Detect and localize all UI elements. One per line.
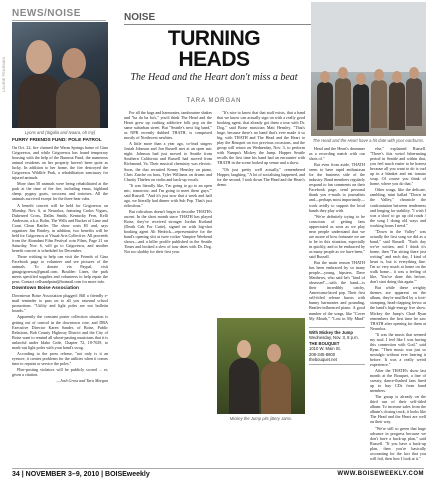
article-paragraph: But even from aside, THATH seem to have rapid enthusiasm for the business side of the industry. Band members regularly respond to fan comments on their Facebook page, send personal thank you e-mails to journalists and—perhaps most importantly—work avidly to support the local bands they play with. xyxy=(309,162,365,213)
article-paragraph: else," explained Russell. "There's this weird hibernating period in Seattle and within that, you feel much easier to be honest because all you want to do is curl up in a blanket and eat tomato soup. Of course you think of home, where you do that." xyxy=(370,146,426,187)
article-kicker: FURRY FRIENDS FUND: POLE PATROL xyxy=(12,138,102,143)
photo-figure xyxy=(229,358,259,414)
photo-figure xyxy=(56,78,100,128)
photo-face xyxy=(237,340,251,358)
photo-face xyxy=(320,71,330,83)
article-paragraph: Head and the Heart's drummer as a recording match with our shots of." xyxy=(309,146,365,162)
article-paragraph: "It's nice to know that that stuff exists, that a band that we know can actually sign on with a really good booking agent, that already got them a tour with Dr. Dog," said Boise musician Matt Hensley. "That's huge, because there's no band that's ever made it so big, with THATH and The Head and the Heart to play the Bouquet on two previous occasions, and the group will return on Wednesday, Nov. 3, to perform with Nampa's Mickey the Jump. Hopper Seattle recalls the first time his band had an encounter with THATH in the scene looked up venue and a show. xyxy=(217,110,305,166)
article-column xyxy=(370,146,426,464)
event-info-box xyxy=(309,325,365,367)
inset-photo-caption: Mickey the Jump pits jittery Jams. xyxy=(229,416,293,421)
article-column xyxy=(309,146,365,322)
photo-face xyxy=(392,71,402,83)
article-paragraph: The group is already on the third run of their self-titled album. To increase sales from the album's closing track, it looks like The Head and the Heart are well on their way. xyxy=(370,394,426,425)
photo-face xyxy=(267,344,281,362)
headline-line: HEADS xyxy=(178,48,250,71)
article-paragraph: Other songs, like the delicate, rambling, mini ballad "Down in the Valley," chronicle the confrontation between tenderness and longing for stability. "I wish I was a sloof to go up old roads / the song I doing old ways and working hours I need." xyxy=(370,187,426,228)
article-paragraph: "It was the music that seemed my soul. I feel like I was having this connection with God," said Ryan. "Their music was just so nostalgic without ever hearing it before. It was a really weird experience." xyxy=(370,331,426,367)
photo-face xyxy=(374,69,384,81)
section-header-noise: NOISE xyxy=(124,12,156,23)
article-paragraph: "We're still so green that huge advance in progress because we don't have a back-up plan," said Russell. "If you have a back-up plan, then you're basically accounting for the fact that you will fail, then how I look at it." xyxy=(370,425,426,461)
photo-face xyxy=(356,73,366,85)
headline xyxy=(124,28,304,70)
info-phone: 208-345-8600 xyxy=(309,351,336,357)
hero-photo xyxy=(311,2,426,136)
info-show-date: Wednesday, Nov. 3, 8 p.m. xyxy=(309,335,359,341)
photo-figure xyxy=(335,78,351,126)
footer-url[interactable]: WWW.BOISEWEEKLY.COM xyxy=(337,471,424,477)
article-paragraph: A benefit concert will be held for Grigorescu on Monday, Nov. 6, at Neurolux, featuring Carlos Vigues, Dukeared Cross, Dallas Smith, Kentucky Fern, Kelli Anderson, a.k.a. Bolin, The Wills and Bucket of Lime and Coast Clean Rattler. The show costs $5 and, says organizer Jim Brinley, in addition, two benefits will be held for Grigorescu at Visual Arts Collective. All proceeds from the Abundant Film Festival coin Films, Page 21 on Saturday, Nov. 6, will go to Grigorescu, and another benefit concert is scheduled for December. xyxy=(12,202,108,253)
article-column xyxy=(124,110,212,464)
inset-photo xyxy=(217,318,305,414)
info-website[interactable]: thebouquet.net xyxy=(309,357,337,363)
section-header-news-noise: NEWS/NOISE xyxy=(12,8,81,19)
article-paragraph: Downtown Boise Association plugged: Bill a friendly e-mail reminder to pass on to all you easeand school promotions. "Utility and light poles are not bulletin boards." xyxy=(12,293,108,314)
photo-figure xyxy=(389,82,405,130)
left-photo xyxy=(12,22,108,128)
article-paragraph: After the THATH's show last month at the Bouquet, a line of sweaty, dance-flushed fans lined up to buy CDs from band members. xyxy=(370,368,426,394)
hero-photo-caption: The Head and the Heart have a hit date with your eardrums. xyxy=(312,138,425,143)
photo-figure xyxy=(406,78,422,126)
article-paragraph: "We're definitely trying to be conscious of getting fans appreciated as soon as we play near people understand that we are aware of how fortunate we are to be in this situation, especially in quickly, and to be embraced by as many people as we have been," said Russell. xyxy=(309,213,365,259)
photo-figure xyxy=(353,84,369,132)
left-article xyxy=(12,136,108,464)
photo-figure xyxy=(371,80,387,128)
page-number: 34 | NOVEMBER 3–9, 2010 | BOISEweekly xyxy=(12,471,150,478)
article-column xyxy=(217,110,305,316)
photo-face xyxy=(62,48,86,78)
footer-rule xyxy=(12,468,424,469)
article-paragraph: But the main reason THATH has been embraced by so many people—young, hipsters, Dave Matthews, who said he's "kind of obsessed"—with the band—is their incredibly catchy, Americana-laced pop. Their first self-titled release bursts with bunny harmonies and pounding, Beatles-influenced piano. A good number of the songs, like "Cover My Mouth," "Lost in My Mind" xyxy=(309,260,365,321)
photo-figure xyxy=(317,82,333,130)
article-paragraph: But ridiculous doesn't begin to describe THATH's ascent. In the short month since THATH has played Boise, they've received stronger Jordan Kurland (Death Cab For Cutie), signed on with big-shot booking agent Ali Hedrick—representative for the band's opening slot at twee rocker Vampire Weekend shows—and a killer profile published in the Seattle Times and booked a slew of tour dates with Dr. Dog. Not too shabby for their first year. xyxy=(124,208,212,255)
article-paragraph: For all the bags and harmonies, tambourine shakes and "ba da ba ba's," you'd think The Head and the Heart grew up crafting addictive folk pop on the same suburban street. But "Seattle's next big band," as NPR recently dubbed THATH, is comprised mostly of Northwest newbies. xyxy=(124,110,212,141)
article-paragraph: Flier-posting violators will be publicly scored ... er, given a citation. xyxy=(12,366,108,377)
photo-figure xyxy=(261,362,291,414)
article-kicker: Downtown Boise Association xyxy=(12,286,79,292)
info-rule xyxy=(309,364,365,365)
photo-face xyxy=(409,67,419,79)
info-show-title: With Mickey the Jump xyxy=(309,330,353,335)
left-photo-caption: Lyons and (Sigalio and Ivaara, oh my) xyxy=(24,130,96,135)
photo-background xyxy=(311,2,426,72)
headline-line: TURNING xyxy=(167,27,261,50)
section-rule xyxy=(12,20,106,21)
article-paragraph: A little more than a year ago, co-lead singers Josiah Johnson and Jon Russell met at an open mic night. Johnson had just moved to Seattle from Southern California and Russell had moved from Richmond, Va. Their musical chemistry was electric. Soon, the duo recruited Kenny Hensley on piano, Chris Zasche on bass, Tyler Williams on drums and Charity Thielen on violin and back-up vocals. xyxy=(124,141,212,182)
photo-face xyxy=(26,40,52,74)
subheadline: The Head and the Heart don't miss a beat xyxy=(130,72,298,83)
info-venue: THE BOUQUET xyxy=(309,340,340,346)
article-paragraph: "It was literally like, 'I'm going to go to an open mic, tomorrow, and I'm going to meet these guys,'" said Russell. "And it's just now that a week and half ago, we literally had dinner with Sub Pop. That's just ridiculous." xyxy=(124,182,212,208)
article-paragraph: "Oh just pretty well actually," remembered Hopper, laughing. "A lot of socialising happened, and for the second, I took down The Head and the Heart's demo. xyxy=(217,166,305,187)
article-paragraph: More than 50 animals were being rehabilitated at the park at the time of the fire, including emus, highland sheep, pygmy goats, raccoons and tortoises. All the animals survived except for the three bear cubs. xyxy=(12,181,108,202)
info-rule xyxy=(309,327,365,328)
byline: TARA MORGAN xyxy=(186,98,242,104)
left-column xyxy=(0,0,112,480)
article-paragraph: "Down in the Valley" was actually the first song we did as a band," said Russell. "Each day we've written, and I think it's home, then "I'm sitting there just writing" and each day, I kind of heart is, but is everything fine. I'm so very much at home on the walk home... it was a feeling of like, 'You've done this before, don't start doing this again.'" xyxy=(370,228,426,285)
article-paragraph: Apparently the constant poster collection situation is getting out of control in the downtown core, and DBA Executive Director Karen Sander, of Boise, Public Relations, Bob County Highway District and the City of Boise want to remind all wheat-pasting musicians that it is unlawful under Idaho Code, Chapter 72, 18-7029, to mark-out light poles with your band's swag. xyxy=(12,314,108,350)
photo-credit: LAURIE PEARMAN xyxy=(1,56,6,92)
info-address: 1010 W. Main St. xyxy=(309,346,341,352)
photo-face xyxy=(338,67,348,79)
article-paragraph: Those wishing to help can visit the Friends of Gina Facebook page to volunteer and see pictures of the animals. To donate via Paypal, visit ginagrigorescu@gmail.com. Boulder: Lines, the park meets specified supplies and volunteers to help repair the pens. Contact cellsandpaint@hotmail.com for more info. xyxy=(12,253,108,285)
article-signature: —Josh Gross and Tara Morgan xyxy=(56,378,108,384)
main-feature xyxy=(120,0,430,480)
page-footer xyxy=(0,468,430,480)
article-paragraph: But while these weighty themes are apparent on the album, they're muffled by a foot-stomping, head-clapping fervor at the band's high-energy live show. Mickey the Jump's Chad Ryan remembers the first time he saw THATH after opening for them at Neurolux. xyxy=(370,285,426,331)
article-paragraph: On Oct. 22, fire claimed the Warm Springs home of Gina Grigorescu, and while Grigorescu has found temporary housing with the help of the Burnout Fund, the numerous animal residents on her property haven't been quite as lucky. In addition to her home, the fire destroyed the Grigorescu Wildlife Park, a rehabilitation sanctuary for injured animals. xyxy=(12,145,108,181)
article-paragraph: According to the press release, "not only is it an eyesore, it creates problems for the utilities when it comes time to repaint or service the poles." xyxy=(12,350,108,366)
